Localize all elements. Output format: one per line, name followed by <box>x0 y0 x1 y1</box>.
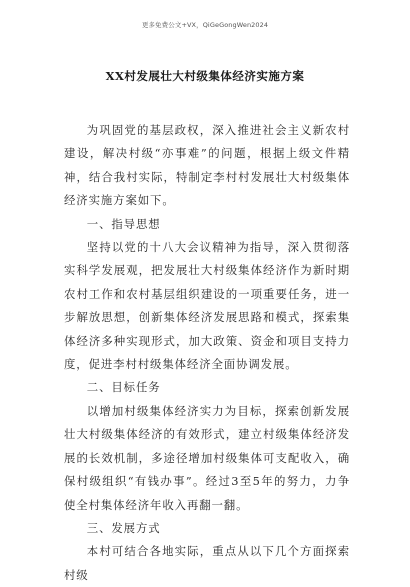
document-body <box>64 119 350 587</box>
paragraph-development-methods: 本村可结合各地实际，重点从以下几个方面探索村级 <box>64 544 350 582</box>
paragraph-intro: 为巩固党的基层政权，深入推进社会主义新农村建设，解决村级“亦事难”的问题，根据上级文件精神，结合我村实际，特制定李村村发展壮大村级集体经济实施方案如下。 <box>64 123 350 208</box>
paragraph-goals: 以增加村级集体经济实力为目标，探索创新发展壮大村级集体经济的有效形式，建立村级集体经济发展的长效机制，多途径增加村级集体可支配收入，确保村级组织“有钱办事”。经过3至5年的努力，力争使全村集体经济年收入再翻一翻。 <box>64 403 350 512</box>
paragraph-guiding-ideology: 坚持以党的十八大会议精神为指导，深入贯彻落实科学发展观，把发展壮大村级集体经济作为新时期农村工作和农村基层组织建设的一项重要任务，进一步解放思想，创新集体经济发展思路和模式，探索集体经济多种实现形式，加大政策、资金和项目支持力度，促进李村村级集体经济全面协调发展。 <box>64 240 350 372</box>
section-heading-goals: 二、目标任务 <box>86 380 161 395</box>
section-heading-guiding-ideology: 一、指导思想 <box>86 216 161 231</box>
document-title: XX村发展壮大村级集体经济实施方案 <box>105 69 305 83</box>
section-heading-development-methods: 三、发展方式 <box>86 520 161 535</box>
header-watermark: 更多免费公文+VX，QiGeGongWen2024 <box>141 21 269 29</box>
